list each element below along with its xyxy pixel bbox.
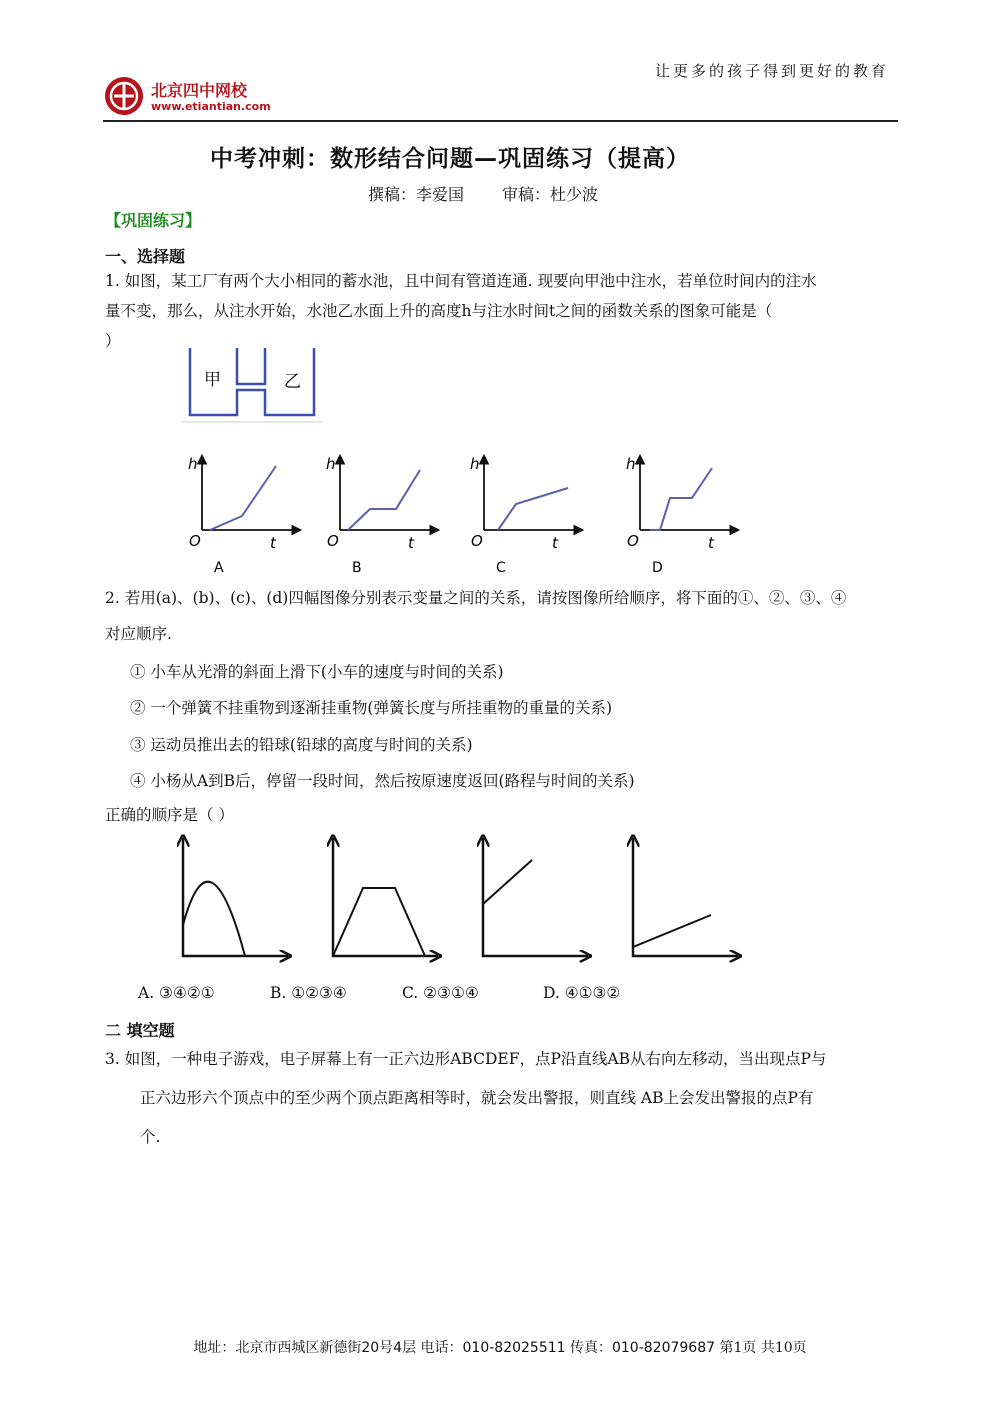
page-title: 中考冲刺：数形结合问题—巩固练习（提高） <box>210 146 690 172</box>
q2-line1: 2. 若用(a)、(b)、(c)、(d)四幅图像分别表示变量之间的关系，请按图像所给顺序，将下面的①、②、③、④ <box>105 589 847 607</box>
option-label: C <box>496 560 506 576</box>
footer-page-number: 第1页 共10页 <box>719 1340 807 1356</box>
q3-line3: 个. <box>140 1128 161 1146</box>
q2-graph-a <box>183 838 288 956</box>
axis-label-t: t <box>408 534 414 552</box>
q2-graphs <box>170 830 760 975</box>
q1-graph-b <box>326 455 438 576</box>
tank-label-yi: 乙 <box>284 372 301 392</box>
q2-item-2: ② 一个弹簧不挂重物到逐渐挂重物(弹簧长度与所挂重物的重量的关系) <box>130 699 613 717</box>
axis-label-h: h <box>626 455 636 473</box>
tank-label-jia: 甲 <box>204 370 221 390</box>
logo-emblem-icon <box>103 74 147 118</box>
axis-label-h: h <box>326 455 336 473</box>
water-tanks-figure <box>180 342 325 427</box>
option-label: A <box>214 560 224 576</box>
q2-prompt: 正确的顺序是（ ） <box>105 806 234 824</box>
q3-text <box>105 1040 900 1157</box>
logo-name: 北京四中网校 <box>151 81 248 100</box>
author: 撰稿：李爱国 <box>368 185 465 204</box>
q1-line1: 1. 如图，某工厂有两个大小相同的蓄水池，且中间有管道连通. 现要向甲池中注水，若单位时间内的注水 <box>105 272 817 290</box>
h-t-curve <box>650 468 712 530</box>
q2-item-4: ④ 小杨从A到B后，停留一段时间，然后按原速度返回(路程与时间的关系) <box>130 772 635 790</box>
h-t-curve <box>498 488 568 530</box>
q1-option-graphs <box>180 450 740 580</box>
q3-line2: 正六边形六个顶点中的至少两个顶点距离相等时，就会发出警报，则直线 AB上会发出警报的点P有 <box>140 1089 814 1107</box>
q2-graph-b <box>333 838 438 956</box>
option-label: B <box>352 560 362 576</box>
author-line <box>368 182 598 205</box>
q1-line2: 量不变，那么，从注水开始，水池乙水面上升的高度h与注水时间t之间的函数关系的图象可能是（ <box>105 302 773 320</box>
axis-label-h: h <box>470 455 480 473</box>
h-t-curve <box>210 466 276 530</box>
origin-label: O <box>471 532 483 550</box>
q2-choice-b: B. ①②③④ <box>270 984 347 1002</box>
axis-label-t: t <box>270 534 276 552</box>
h-t-curve <box>348 470 420 530</box>
q1-graph-a <box>188 455 300 576</box>
q2-item-1: ① 小车从光滑的斜面上滑下(小车的速度与时间的关系) <box>130 663 504 681</box>
part1-heading: 一、选择题 <box>105 247 186 266</box>
q1-line3: ） <box>105 332 121 350</box>
origin-label: O <box>189 532 201 550</box>
q2-graph-d <box>633 838 738 956</box>
page-footer <box>0 1337 1000 1357</box>
q3-line1: 3. 如图，一种电子游戏，电子屏幕上有一正六边形ABCDEF，点P沿直线AB从右向左移动，当出现点P与 <box>105 1050 827 1068</box>
q2-graph-c <box>483 838 588 956</box>
reviewer: 审稿：杜少波 <box>502 185 599 204</box>
q2-choice-d: D. ④①③② <box>543 984 621 1002</box>
q1-graph-c <box>470 455 582 576</box>
q2-choice-a: A. ③④②① <box>138 984 215 1002</box>
q2-item-3: ③ 运动员推出去的铅球(铅球的高度与时间的关系) <box>130 736 473 754</box>
option-label: D <box>652 560 663 576</box>
axis-label-h: h <box>188 455 198 473</box>
header-slogan: 让更多的孩子得到更好的教育 <box>655 62 890 80</box>
school-logo <box>103 74 363 118</box>
axis-label-t: t <box>708 534 714 552</box>
header-divider <box>103 120 898 122</box>
origin-label: O <box>327 532 339 550</box>
q1-graph-d <box>626 455 738 576</box>
q2-choice-c: C. ②③①④ <box>402 984 479 1002</box>
origin-label: O <box>627 532 639 550</box>
part2-heading: 二 填空题 <box>105 1021 175 1040</box>
q2-line2: 对应顺序. <box>105 625 172 643</box>
axis-label-t: t <box>552 534 558 552</box>
q2-text <box>105 580 900 652</box>
section-tag: 【巩固练习】 <box>105 211 202 230</box>
footer-contact: 地址：北京市西城区新德街20号4层 电话：010-82025511 传真：010-82079687 <box>193 1340 716 1356</box>
logo-url: www.etiantian.com <box>151 100 271 113</box>
